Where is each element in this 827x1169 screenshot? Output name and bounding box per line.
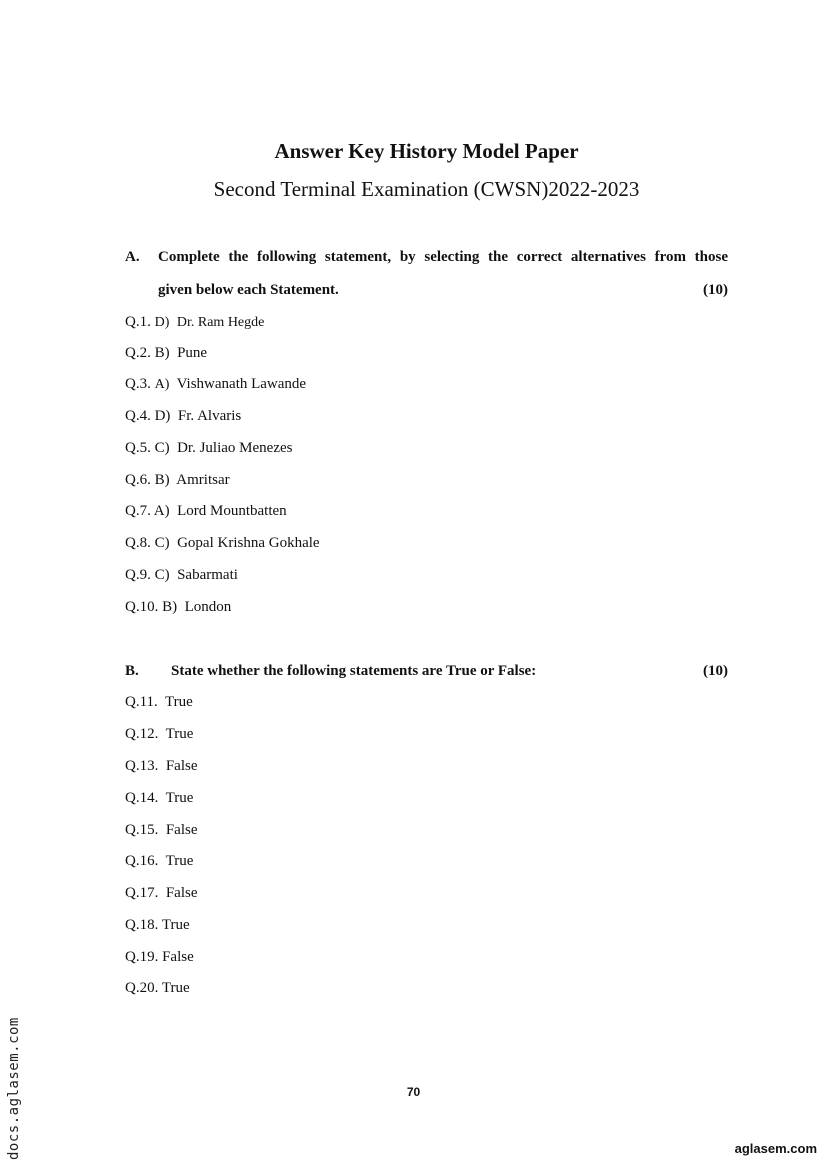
answer-item-q14 bbox=[125, 790, 193, 807]
question-number: Q.9. bbox=[125, 567, 151, 583]
answer-text: True bbox=[165, 790, 194, 806]
question-number: Q.6. bbox=[125, 472, 151, 488]
answer-text: True bbox=[165, 694, 193, 710]
answer-item-q13 bbox=[125, 758, 198, 775]
answer-text: False bbox=[162, 949, 194, 965]
question-number: Q.13. bbox=[125, 758, 159, 774]
section-b-letter: B. bbox=[125, 663, 139, 679]
answer-text: Sabarmati bbox=[177, 567, 238, 583]
answer-text: Gopal Krishna Gokhale bbox=[177, 535, 320, 551]
question-number: Q.16. bbox=[125, 853, 159, 869]
question-number: Q.7. bbox=[125, 503, 151, 519]
question-number: Q.12. bbox=[125, 726, 159, 742]
question-number: Q.2. bbox=[125, 345, 151, 361]
question-number: Q.4. bbox=[125, 408, 151, 424]
answer-item-q15 bbox=[125, 822, 198, 839]
answer-option: B) bbox=[154, 345, 170, 361]
section-b-instruction: State whether the following statements are True or False: bbox=[171, 663, 537, 679]
watermark-url: docs.aglasem.com bbox=[6, 1017, 22, 1160]
answer-item-q18 bbox=[125, 917, 190, 934]
document-title: Answer Key History Model Paper bbox=[274, 139, 579, 163]
question-number: Q.20. bbox=[125, 980, 159, 996]
answer-text: False bbox=[165, 885, 198, 901]
question-number: Q.17. bbox=[125, 885, 159, 901]
answer-item-q8 bbox=[125, 535, 320, 552]
answer-item-q4 bbox=[125, 408, 241, 425]
answer-item-q10 bbox=[125, 599, 231, 616]
answer-item-q9 bbox=[125, 567, 238, 584]
section-a-letter: A. bbox=[125, 249, 140, 265]
answer-option: D) bbox=[154, 315, 170, 330]
answer-text: Dr. Ram Hegde bbox=[176, 315, 265, 330]
answer-option: A) bbox=[154, 377, 170, 392]
answer-option: A) bbox=[153, 503, 170, 519]
answer-text: True bbox=[161, 917, 190, 933]
question-number: Q.10. bbox=[125, 599, 159, 615]
answer-option: C) bbox=[154, 440, 170, 456]
section-a-instruction-line1: Complete the following statement, by selecting the correct alternatives from those bbox=[158, 249, 728, 265]
answer-option: B) bbox=[162, 599, 178, 615]
question-number: Q.11. bbox=[125, 694, 158, 710]
answer-item-q2 bbox=[125, 345, 207, 362]
answer-item-q5 bbox=[125, 440, 292, 457]
answer-item-q16 bbox=[125, 853, 193, 870]
answer-text: Fr. Alvaris bbox=[177, 408, 242, 424]
answer-item-q19 bbox=[125, 949, 194, 966]
answer-text: False bbox=[165, 822, 198, 838]
question-number: Q.19. bbox=[125, 949, 159, 965]
answer-text: Dr. Juliao Menezes bbox=[177, 440, 293, 456]
answer-text: Vishwanath Lawande bbox=[176, 376, 307, 392]
section-b-marks: (10) bbox=[703, 663, 728, 679]
answer-option: C) bbox=[154, 567, 170, 583]
question-number: Q.3. bbox=[125, 376, 151, 392]
answer-item-q20 bbox=[125, 980, 190, 997]
answer-item-q6 bbox=[125, 472, 230, 489]
answer-item-q17 bbox=[125, 885, 198, 902]
page-number: 70 bbox=[406, 1085, 421, 1099]
answer-text: Lord Mountbatten bbox=[177, 503, 287, 519]
answer-text: London bbox=[184, 599, 232, 615]
answer-text: Amritsar bbox=[176, 472, 230, 488]
question-number: Q.8. bbox=[125, 535, 151, 551]
answer-text: False bbox=[165, 758, 198, 774]
answer-option: D) bbox=[154, 408, 171, 424]
answer-item-q3 bbox=[125, 376, 306, 393]
brand-link[interactable]: aglasem.com bbox=[734, 1141, 817, 1156]
answer-text: Pune bbox=[177, 345, 208, 361]
answer-item-q7 bbox=[125, 503, 287, 520]
answer-option: B) bbox=[154, 472, 170, 488]
section-a-marks: (10) bbox=[703, 282, 728, 298]
document-subtitle: Second Terminal Examination (CWSN)2022-2023 bbox=[213, 177, 640, 201]
section-a-instruction-line2: given below each Statement. bbox=[158, 282, 339, 298]
answer-option: C) bbox=[154, 535, 170, 551]
answer-item-q11 bbox=[125, 694, 193, 711]
question-number: Q.5. bbox=[125, 440, 151, 456]
answer-item-q12 bbox=[125, 726, 193, 743]
question-number: Q.14. bbox=[125, 790, 159, 806]
question-number: Q.18. bbox=[125, 917, 159, 933]
question-number: Q.15. bbox=[125, 822, 159, 838]
answer-text: True bbox=[165, 726, 194, 742]
answer-item-q1 bbox=[125, 314, 264, 331]
answer-text: True bbox=[165, 853, 194, 869]
answer-text: True bbox=[161, 980, 190, 996]
question-number: Q.1. bbox=[125, 314, 151, 330]
